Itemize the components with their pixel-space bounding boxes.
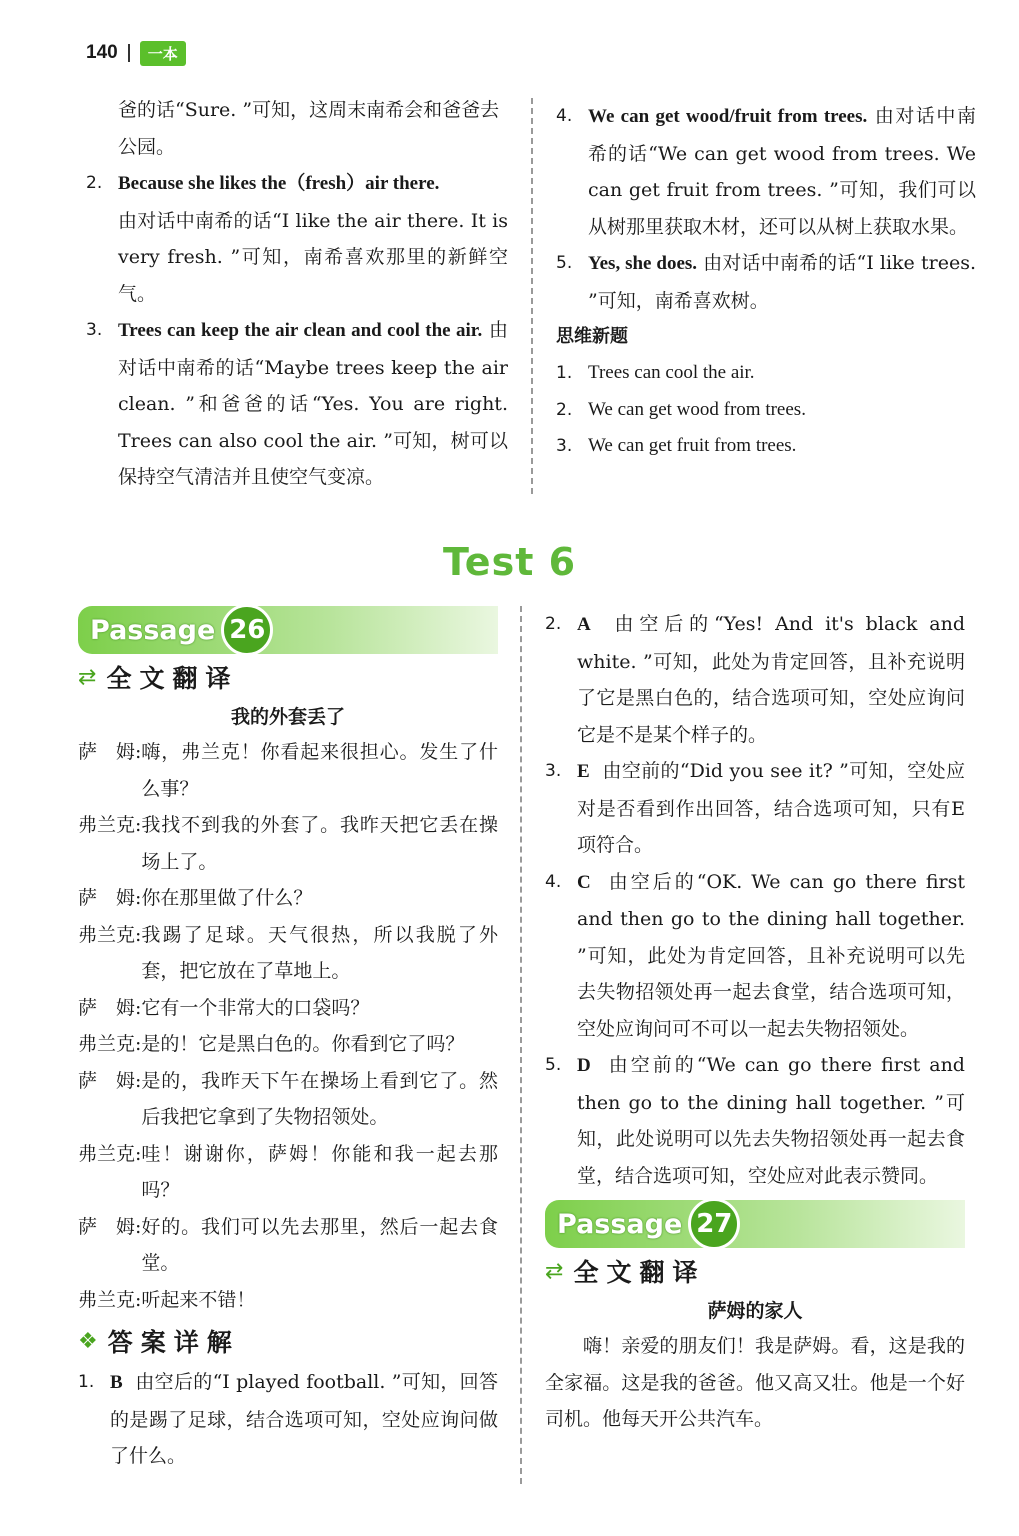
- speaker: 弗兰克:: [78, 1288, 142, 1311]
- passage-label: Passage: [90, 614, 216, 646]
- dialogue-text: 听起来不错！: [141, 1288, 256, 1311]
- answer-text: Trees can keep the air clean and cool the air.: [118, 320, 483, 341]
- answer-item: [556, 245, 976, 319]
- dialogue-line: [78, 807, 498, 880]
- dialogue-text: 我找不到我的外套了。我昨天把它丢在操场上了。: [141, 814, 498, 873]
- answer-item: [86, 165, 508, 312]
- item-number: 2.: [545, 614, 562, 634]
- top-right-column: [556, 98, 976, 465]
- answer-item: [556, 98, 976, 245]
- item-number: 4.: [545, 871, 562, 892]
- dialogue-text: 是的！它是黑白色的。你看到它了吗？: [141, 1033, 465, 1055]
- column-divider-bottom: [520, 606, 522, 1484]
- passage-label: Passage: [557, 1208, 683, 1240]
- item-number: 2.: [556, 399, 573, 420]
- dialogue-line: [78, 1209, 498, 1282]
- item-text: We can get wood from trees.: [588, 398, 806, 420]
- passage-number: 27: [688, 1198, 740, 1250]
- swap-arrows-icon: ⇄: [545, 1258, 564, 1284]
- dialogue-line: [78, 917, 498, 990]
- answer-item: [545, 753, 965, 864]
- passage-number: 26: [221, 604, 273, 656]
- story-title: 我的外套丢了: [230, 706, 345, 728]
- dialogue-line: [78, 990, 498, 1027]
- answer-item: [545, 1047, 965, 1194]
- new-thinking-heading: 思维新题: [556, 326, 628, 347]
- new-thinking-item: [556, 392, 976, 429]
- speaker: 萨 姆:: [78, 1215, 142, 1238]
- answer-letter: B: [110, 1372, 123, 1393]
- explanation-text: 由对话中南希的话“I like the air there. It is very fresh. ”可知，南希喜欢那里的新鲜空气。: [118, 209, 508, 305]
- translation-section-header: [78, 654, 498, 700]
- dialogue-text: 好的。我们可以先去那里，然后一起去食堂。: [141, 1215, 498, 1274]
- item-number: 4.: [556, 106, 573, 126]
- explanation-text: 由对话中南希的话“I like trees. ”可知，南希喜欢树。: [588, 252, 976, 312]
- bottom-right-column: [545, 606, 965, 1438]
- page-header: [86, 36, 186, 70]
- speaker: 萨 姆:: [78, 996, 142, 1019]
- item-number: 3.: [545, 761, 562, 781]
- answer-text: Because she likes the（fresh）air there.: [118, 173, 440, 194]
- story-text: 嗨！亲爱的朋友们！我是萨姆。看，这是我的全家福。这是我的爸爸。他又高又壮。他是一个好司机。他每天开公共汽车。: [545, 1335, 965, 1430]
- dialogue-text: 你在那里做了什么？: [141, 887, 313, 909]
- top-left-column: [86, 92, 508, 496]
- explanation-text: 由空后的“I played football. ”可知，回答的是踢了足球，结合选项可知，空处应询问做了什么。: [110, 1371, 498, 1467]
- dialogue-line: [78, 1026, 498, 1063]
- speaker: 弗兰克:: [78, 814, 142, 836]
- new-thinking-item: [556, 355, 976, 392]
- dialogue-line: [78, 1282, 498, 1319]
- story-title: 萨姆的家人: [707, 1300, 803, 1322]
- dialogue-text: 哇！谢谢你，萨姆！你能和我一起去那吗？: [141, 1142, 498, 1201]
- continuation-text: 爸的话“Sure. ”可知，这周末南希会和爸爸去公园。: [118, 99, 500, 158]
- dialogue-text: 嗨，弗兰克！你看起来很担心。发生了什么事？: [141, 741, 498, 800]
- answer-letter: E: [577, 761, 590, 782]
- dialogue-text: 它有一个非常大的口袋吗？: [141, 996, 370, 1019]
- passage-27-banner: [545, 1200, 965, 1248]
- item-number: 1.: [78, 1372, 95, 1392]
- speaker: 弗兰克:: [78, 923, 142, 946]
- translation-heading: 全文翻译: [573, 1258, 706, 1287]
- header-divider: [128, 44, 130, 62]
- answers-heading: 答案详解: [107, 1328, 240, 1357]
- dialogue-line: [78, 880, 498, 917]
- item-number: 2.: [86, 173, 103, 193]
- speaker: 萨 姆:: [78, 887, 142, 909]
- item-number: 3.: [86, 320, 103, 340]
- test-title: Test 6: [442, 540, 577, 584]
- column-divider-top: [531, 98, 533, 494]
- swap-arrows-icon: ⇄: [78, 664, 97, 690]
- dialogue-text: 是的，我昨天下午在操场上看到它了。然后我把它拿到了失物招领处。: [141, 1069, 498, 1128]
- item-number: 5.: [545, 1055, 562, 1075]
- speaker: 萨 姆:: [78, 741, 142, 763]
- dialogue-line: [78, 1136, 498, 1209]
- speaker: 弗兰克:: [78, 1033, 142, 1055]
- speaker: 萨 姆:: [78, 1069, 142, 1092]
- answer-item: [545, 864, 965, 1048]
- explanation-text: 由空后的“OK. We can go there first and then go to the dining hall together. ”可知，此处为肯定回答，且补充说明可以先去失物招领处再一起去食堂，结合选项可知，空处应询问可不可以一起去失物招领处。: [577, 870, 965, 1040]
- item-text: We can get fruit from trees.: [588, 435, 797, 456]
- item-number: 5.: [556, 253, 573, 273]
- dialogue-line: [78, 1063, 498, 1136]
- translation-heading: 全文翻译: [106, 664, 239, 693]
- answer-text: Yes, she does.: [588, 253, 698, 274]
- speaker: 弗兰克:: [78, 1142, 142, 1165]
- item-number: 1.: [556, 363, 573, 383]
- answer-letter: C: [577, 871, 591, 893]
- item-text: Trees can cool the air.: [588, 362, 755, 383]
- explanation-text: 由空前的“Did you see it? ”可知，空处应对是否看到作出回答，结合选项可知，只有E项符合。: [577, 760, 965, 856]
- dialogue-line: [78, 734, 498, 807]
- brand-logo: 一本: [140, 41, 186, 66]
- diamond-cluster-icon: ❖: [78, 1328, 98, 1354]
- answer-item: [86, 312, 508, 496]
- answer-item: [78, 1364, 498, 1475]
- answer-item: [545, 606, 965, 753]
- passage-26-banner: [78, 606, 498, 654]
- page-number: 140: [86, 42, 118, 63]
- answer-letter: D: [577, 1055, 591, 1076]
- explanation-text: 由空前的“We can go there first and then go to the dining hall together. ”可知，此处说明可以先去失物招领处再一起去食堂，结合选项可知，空处应对此表示赞同。: [577, 1054, 965, 1187]
- bottom-left-column: [78, 606, 498, 1475]
- dialogue-text: 我踢了足球。天气很热，所以我脱了外套，把它放在了草地上。: [141, 923, 498, 982]
- translation-section-header: [545, 1248, 965, 1294]
- explanation-text: 由空后的“Yes! And it's black and white. ”可知，此处为肯定回答，且补充说明了它是黑白色的，结合选项可知，空处应询问它是不是某个样子的。: [577, 613, 965, 746]
- explanation-text: 由对话中南希的话“We can get wood from trees. We can get fruit from trees. ”可知，我们可以从树那里获取木材，还可以从树上获取水果。: [588, 105, 976, 238]
- new-thinking-item: [556, 428, 976, 465]
- explanation-text: 由对话中南希的话“Maybe trees keep the air clean. ”和爸爸的话“Yes. You are right. Trees can also cool the air. ”可知，树可以保持空气清洁并且使空气变凉。: [118, 319, 508, 488]
- answers-section-header: [78, 1318, 498, 1364]
- answer-text: We can get wood/fruit from trees.: [588, 106, 868, 127]
- item-number: 3.: [556, 436, 573, 456]
- answer-letter: A: [577, 614, 591, 635]
